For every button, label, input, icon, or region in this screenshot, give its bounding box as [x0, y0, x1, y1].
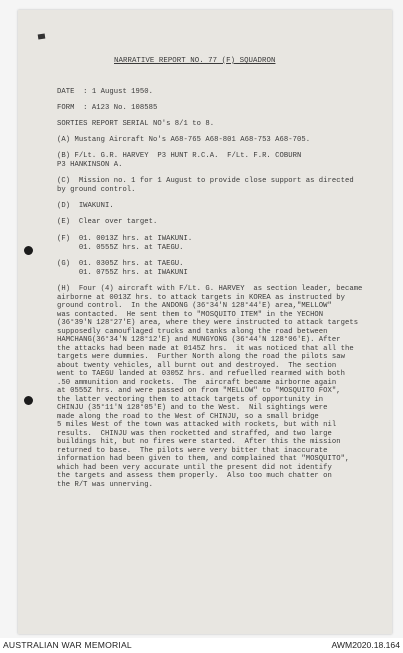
- item-h-line: about twenty vehicles, all burnt out and destroyed. The section: [57, 361, 337, 370]
- item-f-line-1: (F) 01. 0013Z hrs. at IWAKUNI.: [57, 235, 193, 243]
- item-g-line-1: (G) 01. 0305Z hrs. at TAEGU.: [57, 260, 184, 268]
- item-h-line: (36°39'N 128°27'E) area, where they were instructed to attack targets: [57, 319, 359, 327]
- item-f-line-2: 01. 0555Z hrs. at TAEGU.: [57, 243, 184, 252]
- item-h-line: was contacted. He sent them to "MOSQUITO ITEM" in the YECHON: [57, 310, 324, 319]
- item-h-line: supposedly camouflaged trucks and tanks along the road between: [57, 327, 328, 336]
- item-c-line-1: (C) Mission no. 1 for 1 August to provide close support as directed: [57, 177, 354, 185]
- item-h-line: made along the road to the West of CHINJU, so a small bridge: [57, 412, 319, 421]
- date-line: DATE : 1 August 1950.: [57, 88, 153, 96]
- item-h-line: ground control. In the ANDONG (36°34'N 128°44'E) area,"MELLOW": [57, 302, 332, 310]
- item-h-line: buildings hit, but no fires were started. After this the mission: [57, 438, 341, 446]
- item-h-line: .50 ammunition and rockets. The aircraft became airborne again: [57, 378, 337, 387]
- archive-reference: AWM2020.18.164: [331, 640, 400, 650]
- item-h-line: results. CHINJU was then rocketted and straffed, and two large: [57, 429, 332, 438]
- sorties-line: SORTIES REPORT SERIAL NO's 8/1 to 8.: [57, 120, 215, 128]
- item-h-line: the attacks had been made at 0145Z hrs. it was noticed that all the: [57, 344, 354, 353]
- punch-hole-bottom: [24, 396, 33, 405]
- item-h-line: which had been very accurate until the present did not identify: [57, 463, 332, 472]
- item-h-line: targets were dummies. Further North along the road the pilots saw: [57, 353, 345, 361]
- item-h-line: the R/T was unnerving.: [57, 480, 153, 489]
- item-b-line-2: P3 HANKINSON A.: [57, 160, 123, 169]
- report-title: NARRATIVE REPORT NO. 77 (F) SQUADRON: [114, 57, 276, 65]
- punch-hole-top: [24, 246, 33, 255]
- archive-footer: [0, 638, 403, 653]
- item-h-line: returned to base. The pilots were very bitter that inaccurate: [57, 446, 328, 455]
- item-h-line: at 0555Z hrs. and were passed on from "MELLOW" to "MOSQUITO FOX",: [57, 387, 341, 395]
- item-h-line: HAMCHANG(36°34'N 128°12'E) and MUNGYONG (36°44'N 128°06'E). After: [57, 336, 341, 344]
- item-h-line: 5 miles West of the town was attacked with rockets, but with nil: [57, 421, 337, 429]
- item-h-line: airborne at 0013Z hrs. to attack targets in KOREA as instructed by: [57, 293, 345, 302]
- archive-name: AUSTRALIAN WAR MEMORIAL: [3, 640, 132, 650]
- item-h-line: the targets and assess them properly. Also too much chatter on: [57, 472, 332, 480]
- item-b-line-1: (B) F/Lt. G.R. HARVEY P3 HUNT R.C.A. F/Lt. F.R. COBURN: [57, 152, 302, 160]
- staple-mark: [38, 34, 46, 40]
- item-h-line: information had been given to them, and complained that "MOSQUITO",: [57, 455, 350, 463]
- item-d: (D) IWAKUNI.: [57, 202, 114, 210]
- item-h-line: (H) Four (4) aircraft with F/Lt. G. HARVEY as section leader, became: [57, 285, 363, 293]
- item-h-line: the latter vectoring them to attack targets of opportunity in: [57, 395, 324, 404]
- item-g-line-2: 01. 0755Z hrs. at IWAKUNI: [57, 268, 188, 277]
- item-e: (E) Clear over target.: [57, 218, 158, 226]
- item-h-line: went to TAEGU landed at 0305Z hrs. and refuelled rearmed with both: [57, 370, 345, 378]
- form-line: FORM : A123 No. 108585: [57, 104, 158, 112]
- item-h-line: CHINJU (35°11'N 128°05'E) and to the West. Nil sightings were: [57, 404, 328, 412]
- item-a: (A) Mustang Aircraft No's A68-765 A68-801 A68-753 A68-705.: [57, 136, 311, 144]
- item-c-line-2: by ground control.: [57, 185, 136, 194]
- document-page: [18, 10, 392, 634]
